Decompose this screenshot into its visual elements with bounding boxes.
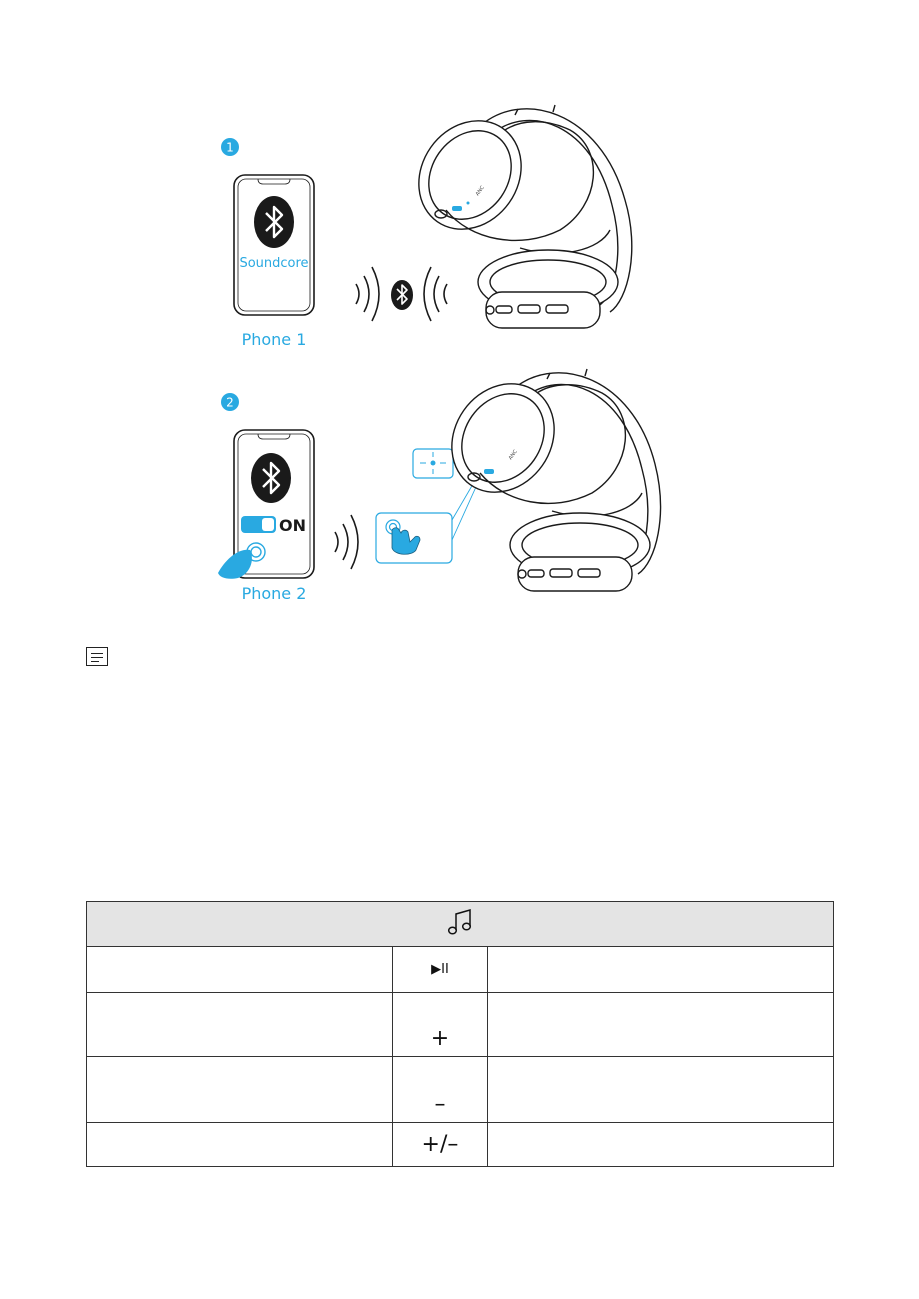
soundcore-app-label: Soundcore (239, 256, 309, 271)
headphones-1 (398, 101, 632, 328)
table-row (87, 1123, 834, 1167)
operation-cell (487, 1123, 833, 1167)
toggle-on-label: ON (279, 516, 306, 535)
table-header-cell (87, 902, 834, 947)
bluetooth-icon (391, 280, 413, 310)
signal-waves-2 (335, 515, 358, 569)
bluetooth-icon (254, 196, 294, 248)
bluetooth-icon (251, 453, 291, 503)
action-cell (87, 1057, 393, 1123)
operation-cell (487, 947, 833, 993)
phone-1-caption: Phone 1 (241, 330, 307, 349)
action-cell (87, 947, 393, 993)
operation-cell (487, 1057, 833, 1123)
headphones-2 (431, 364, 660, 591)
plus-minus-icon: +/– (393, 1123, 487, 1167)
table-header-row (87, 902, 834, 947)
anc-button-label: ANC (507, 448, 519, 462)
play-pause-icon: ▶II (393, 947, 487, 993)
table-row (87, 993, 834, 1057)
table-row (87, 1057, 834, 1123)
svg-text:1: 1 (226, 140, 234, 155)
action-cell (87, 993, 393, 1057)
action-cell (87, 1123, 393, 1167)
phone-2 (218, 430, 314, 579)
music-note-icon (447, 908, 473, 936)
pairing-illustration (0, 0, 919, 640)
phone-2-caption: Phone 2 (241, 584, 307, 603)
toggle-switch-icon (241, 516, 276, 533)
led-indicator-callout (413, 449, 453, 478)
operation-cell (487, 993, 833, 1057)
note-icon (86, 647, 108, 666)
music-controls-table (86, 901, 834, 1167)
press-button-callout (376, 513, 452, 563)
minus-icon: – (393, 1057, 487, 1123)
table-row (87, 947, 834, 993)
plus-icon: + (393, 993, 487, 1057)
svg-text:2: 2 (226, 395, 234, 410)
step-1-badge (221, 138, 239, 156)
anc-button-label: ANC (474, 184, 486, 198)
phone-1 (234, 175, 314, 315)
step-2-badge (221, 393, 239, 411)
